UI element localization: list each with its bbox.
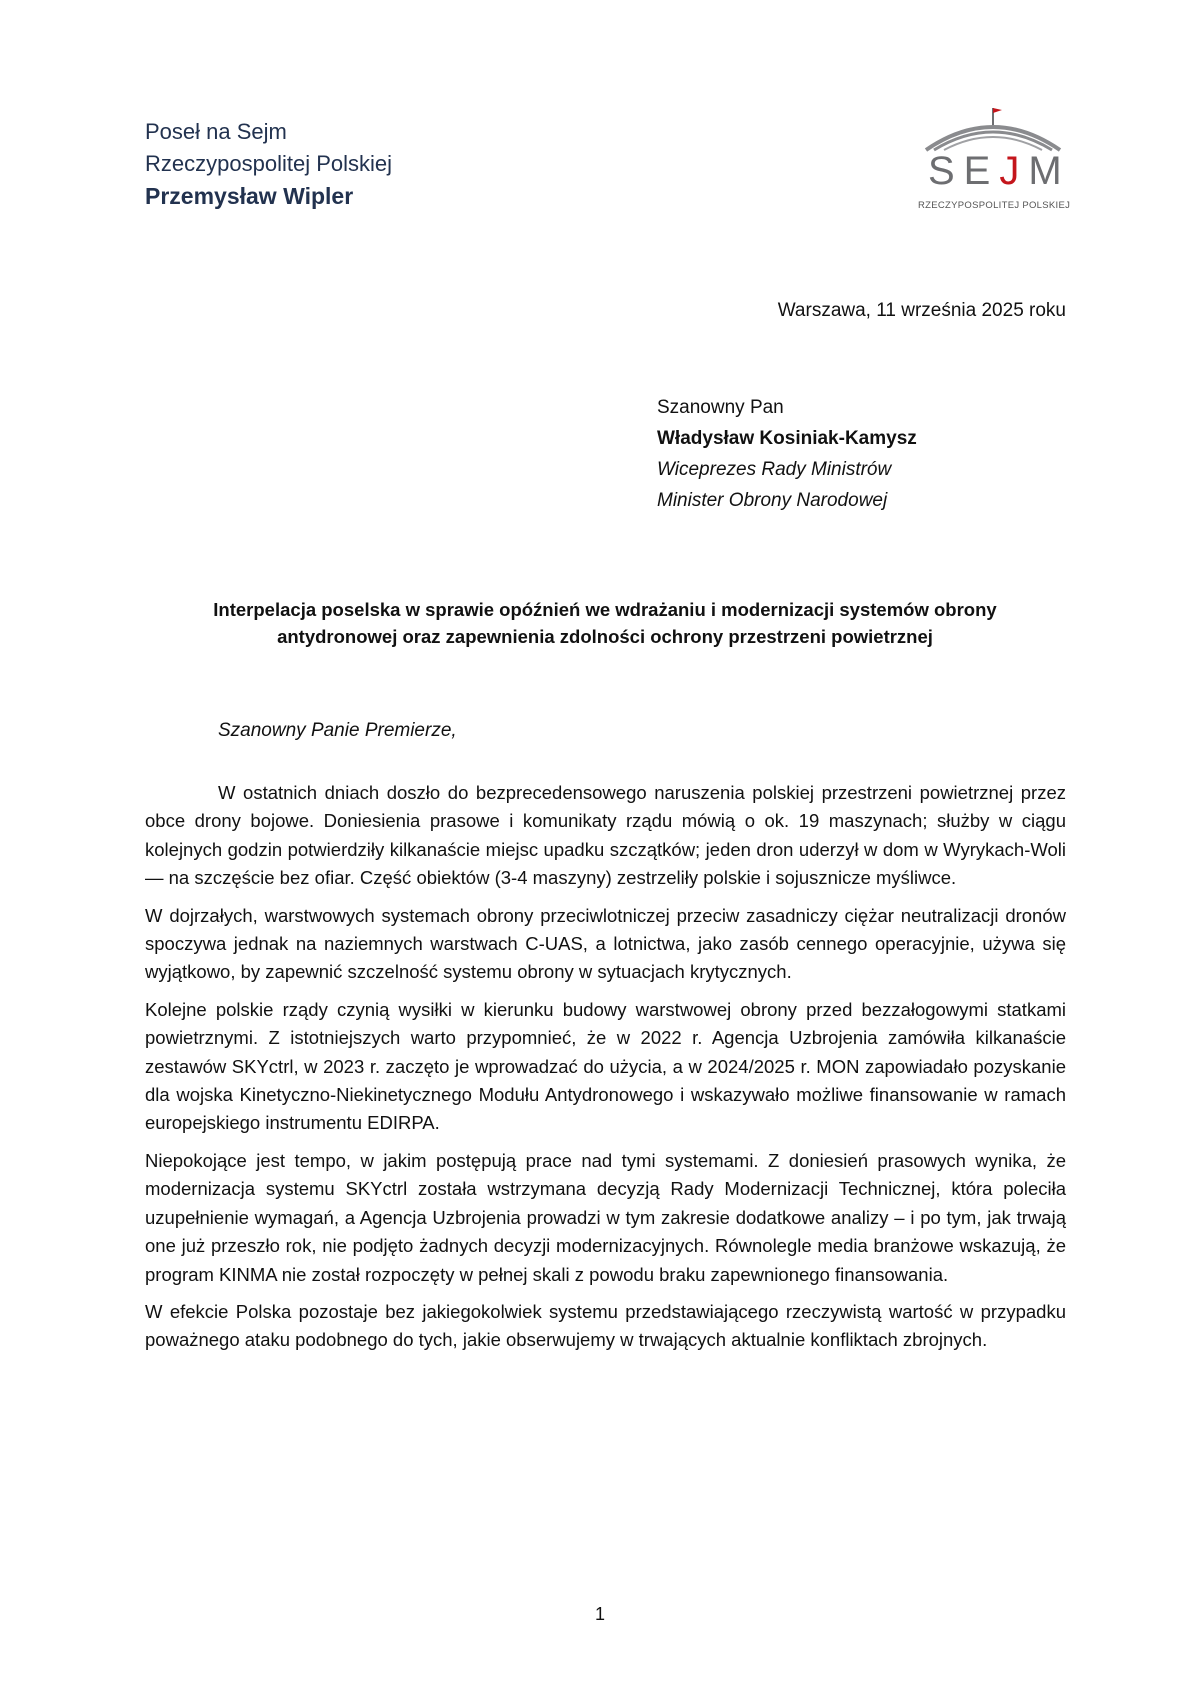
body-paragraph-1: W ostatnich dniach doszło do bezprecedensowego naruszenia polskiej przestrzeni powietrznej przez obce drony bojowe. Doniesienia prasowe i komunikaty rządu mówią o ok. 19 maszynach; służby w ciągu kolejnych godzin potwierdziły kilkanaście miejsc upadku szczątków; jeden dron uderzył w dom w Wyrykach-Woli — na szczęście bez ofiar. Część obiektów (3-4 maszyny) zestrzeliły polskie i sojusznicze myśliwce. [145, 782, 1066, 889]
recipient-block [657, 392, 917, 516]
letter-body [145, 779, 1066, 1364]
body-paragraph-5: W efekcie Polska pozostaje bez jakiegokolwiek systemu przedstawiającego rzeczywistą wartość w przypadku poważnego ataku podobnego do tych, jakie obserwujemy w trwających aktualnie konfliktach zbrojnych. [145, 1300, 1066, 1351]
body-paragraph-4: Niepokojące jest tempo, w jakim postępują prace nad tymi systemami. Z doniesień prasowych wynika, że modernizacja systemu SKYctrl została wstrzymana decyzją Rady Modernizacji Technicznej, która poleciła uzupełnienie wymagań, a Agencja Uzbrojenia prowadzi w tym zakresie dodatkowe analizy – i po tym, jak trwają one już przeszło rok, nie podjęto żadnych decyzji modernizacyjnych. Równolegle media branżowe wskazują, że program KINMA nie został rozpoczęty w pełnej skali z powodu braku zapewnionego finansowania. [145, 1149, 1066, 1285]
body-paragraph-2: W dojrzałych, warstwowych systemach obrony przeciwlotniczej przeciw zasadniczy ciężar neutralizacji dronów spoczywa jednak na naziemnych warstwach C-UAS, a lotnictwa, jako zasób cennego operacyjnie, używa się wyjątkowo, by zapewnić szczelność systemu obrony w sytuacjach krytycznych. [145, 904, 1066, 983]
recipient-title-1: Wiceprezes Rady Ministrów [657, 459, 892, 480]
letter-date: Warszawa, 11 września 2025 roku [777, 300, 1066, 321]
recipient-greeting: Szanowny Pan [657, 397, 784, 418]
sejm-logo [918, 104, 1071, 216]
body-paragraph-3: Kolejne polskie rządy czynią wysiłki w kierunku budowy warstwowej obrony przed bezzałogowymi statkami powietrznymi. Z istotniejszych warto przypomnieć, że w 2022 r. Agencja Uzbrojenia zamówiła kilkanaście zestawów SKYctrl, w 2023 r. zaczęto je wprowadzać do użycia, a w 2024/2025 r. MON zapowiadało pozyskanie dla wojska Kinetyczno-Niekinetycznego Modułu Antydronowego i wskazywało możliwe finansowanie w ramach europejskiego instrumentu EDIRPA. [145, 998, 1066, 1134]
salutation: Szanowny Panie Premierze, [218, 720, 457, 741]
recipient-name: Władysław Kosiniak-Kamysz [657, 428, 917, 449]
page-number: 1 [594, 1604, 605, 1624]
recipient-title-2: Minister Obrony Narodowej [657, 490, 888, 511]
sender-block [145, 116, 392, 212]
letter-subject [145, 596, 1065, 650]
sejm-logo-subtitle: RZECZYPOSPOLITEJ POLSKIEJ [918, 200, 1071, 211]
subject-line-2: antydronowej oraz zapewnienia zdolności ochrony przestrzeni powietrznej [277, 626, 933, 647]
subject-line-1: Interpelacja poselska w sprawie opóźnień we wdrażaniu i modernizacji systemów obrony [213, 599, 997, 620]
sender-name: Przemysław Wipler [145, 183, 354, 209]
sejm-logo-word: SEJM [928, 149, 1071, 193]
sender-line-2: Rzeczypospolitej Polskiej [145, 151, 392, 176]
sender-line-1: Poseł na Sejm [145, 119, 287, 144]
